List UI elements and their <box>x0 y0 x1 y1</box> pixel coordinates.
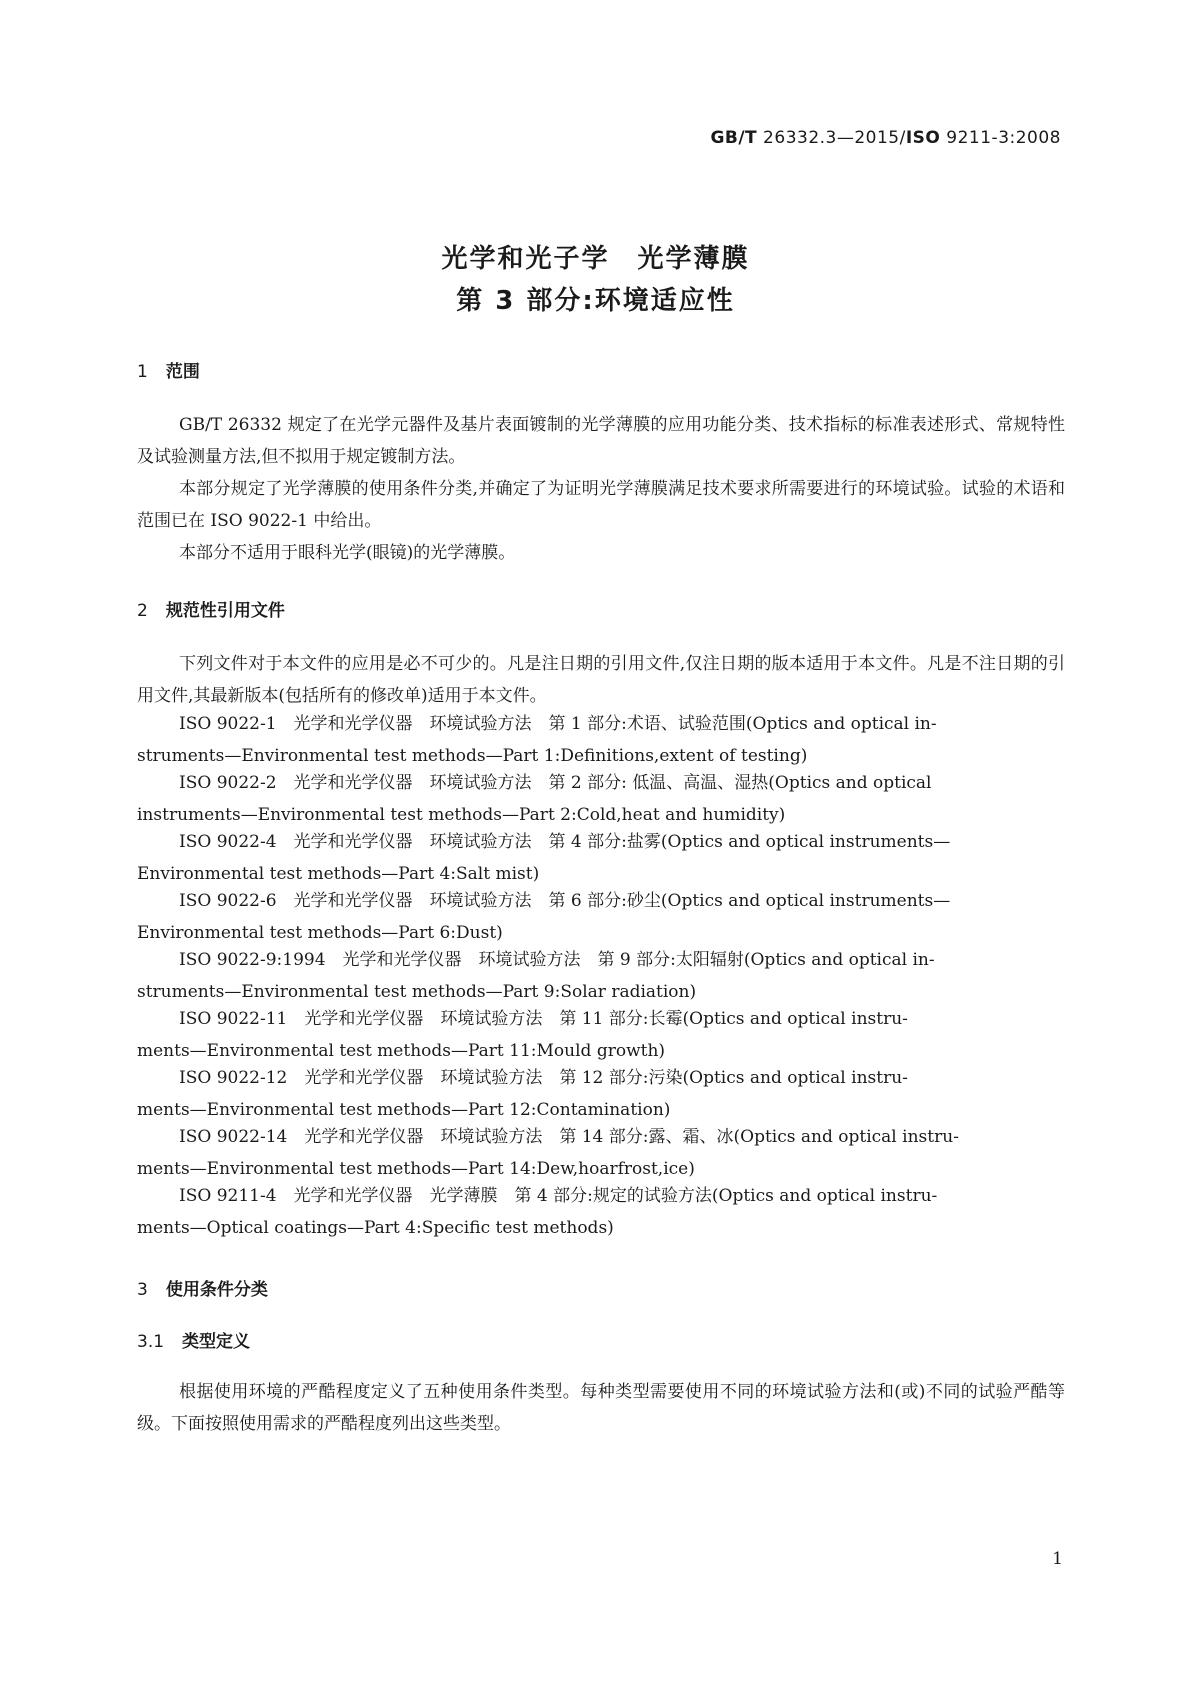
reference-item: ISO 9022-11 光学和光学仪器 环境试验方法 第 11 部分:长霉(Optics and optical instru- ments—Environmental test methods—Part 11:Mould growth) <box>137 1009 908 1061</box>
reference-item: ISO 9022-6 光学和光学仪器 环境试验方法 第 6 部分:砂尘(Optics and optical instruments— Environmental test methods—Part 6:Dust) <box>137 891 951 943</box>
section-heading-use-conditions: 3 使用条件分类 <box>137 1280 268 1300</box>
normative-intro-paragraph: 下列文件对于本文件的应用是必不可少的。凡是注日期的引用文件,仅注日期的版本适用于本文件。凡是不注日期的引用文件,其最新版本(包括所有的修改单)适用于本文件。 <box>137 654 1065 706</box>
page-number: 1 <box>1052 1549 1063 1569</box>
reference-item: ISO 9022-4 光学和光学仪器 环境试验方法 第 4 部分:盐雾(Optics and optical instruments— Environmental test methods—Part 4:Salt mist) <box>137 832 951 884</box>
subsection-heading-type-definition: 3.1 类型定义 <box>137 1332 251 1352</box>
document-title-line1: 光学和光子学 光学薄膜 <box>441 244 750 274</box>
type-definition-paragraph: 根据使用环境的严酷程度定义了五种使用条件类型。每种类型需要使用不同的环境试验方法和(或)不同的试验严酷等级。下面按照使用需求的严酷程度列出这些类型。 <box>137 1382 1065 1434</box>
reference-item: ISO 9022-1 光学和光学仪器 环境试验方法 第 1 部分:术语、试验范围(Optics and optical in- struments—Environmental test methods—Part 1:Definitions,extent of testing) <box>137 714 937 766</box>
scope-paragraph-2: 本部分规定了光学薄膜的使用条件分类,并确定了为证明光学薄膜满足技术要求所需要进行的环境试验。试验的术语和范围已在 ISO 9022-1 中给出。 <box>137 479 1065 531</box>
section-heading-normative-references: 2 规范性引用文件 <box>137 601 285 621</box>
reference-item: ISO 9022-14 光学和光学仪器 环境试验方法 第 14 部分:露、霜、冰(Optics and optical instru- ments—Environmental test methods—Part 14:Dew,hoarfrost,ice) <box>137 1127 959 1179</box>
reference-item: ISO 9211-4 光学和光学仪器 光学薄膜 第 4 部分:规定的试验方法(Optics and optical instru- ments—Optical coatings—Part 4:Specific test methods) <box>137 1186 938 1238</box>
reference-item: ISO 9022-9:1994 光学和光学仪器 环境试验方法 第 9 部分:太阳辐射(Optics and optical in- struments—Environmental test methods—Part 9:Solar radiation) <box>137 950 935 1002</box>
scope-paragraph-3: 本部分不适用于眼科光学(眼镜)的光学薄膜。 <box>179 543 516 563</box>
reference-item: ISO 9022-2 光学和光学仪器 环境试验方法 第 2 部分: 低温、高温、湿热(Optics and optical instruments—Environmental test methods—Part 2:Cold,heat and humidity) <box>137 773 932 825</box>
reference-item: ISO 9022-12 光学和光学仪器 环境试验方法 第 12 部分:污染(Optics and optical instru- ments—Environmental test methods—Part 12:Contamination) <box>137 1068 908 1120</box>
document-title-line2: 第 3 部分:环境适应性 <box>456 286 735 316</box>
scope-paragraph-1: GB/T 26332 规定了在光学元器件及基片表面镀制的光学薄膜的应用功能分类、技术指标的标准表述形式、常规特性及试验测量方法,但不拟用于规定镀制方法。 <box>137 415 1065 467</box>
standard-number-header: GB/T 26332.3—2015/ISO 9211-3:2008 <box>710 128 1061 148</box>
section-heading-scope: 1 范围 <box>137 362 200 382</box>
